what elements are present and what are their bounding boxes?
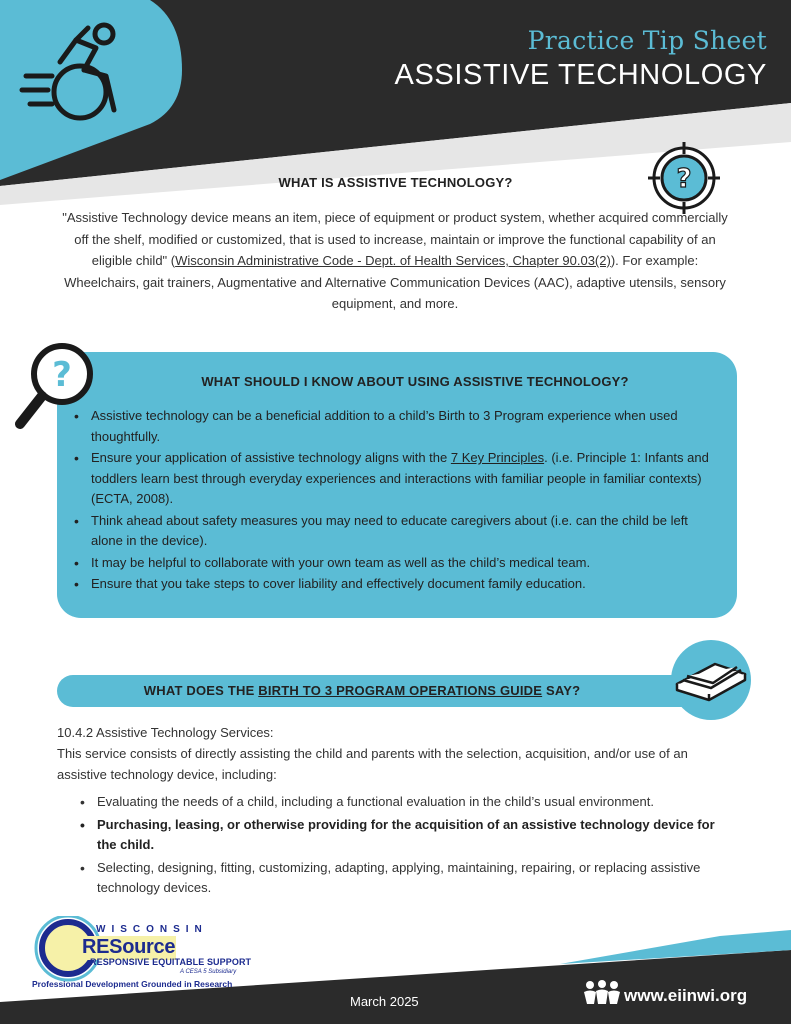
svg-text:?: ? — [52, 355, 72, 395]
heading-text: SAY? — [542, 683, 581, 698]
list-item: • Think ahead about safety measures you may need to educate caregivers about (i.e. can the child be left alone in the device). — [70, 511, 720, 552]
logo-subsidiary: A CESA 5 Subsidiary — [180, 969, 237, 975]
operations-guide-link[interactable]: BIRTH TO 3 PROGRAM OPERATIONS GUIDE — [258, 683, 543, 698]
section-operations-guide-heading — [57, 683, 667, 698]
header-title: ASSISTIVE TECHNOLOGY — [394, 59, 767, 91]
what-to-know-list — [70, 406, 720, 596]
section-what-to-know-heading: WHAT SHOULD I KNOW ABOUT USING ASSISTIVE TECHNOLOGY? — [201, 374, 629, 389]
operations-guide-intro — [57, 722, 737, 785]
wisconsin-code-link[interactable]: Wisconsin Administrative Code - Dept. of Health Services, Chapter 90.03(2) — [175, 253, 611, 268]
list-item-text: . (i.e. Principle 1: Infants and toddlers learn best through everyday experiences and interactions with familiar people in familiar contexts) (ECTA, 2008). — [91, 450, 709, 506]
logo-name: RESource — [82, 936, 176, 958]
website-link[interactable]: www.eiinwi.org — [624, 986, 748, 1005]
header-subtitle: Practice Tip Sheet — [527, 26, 767, 55]
logo-state: WISCONSIN — [96, 924, 208, 935]
operations-guide-list — [76, 792, 726, 901]
service-description: This service consists of directly assisting the child and parents with the selection, acquisition, and/or use of an assistive technology device, including: — [57, 746, 688, 782]
footer-date: March 2025 — [350, 994, 419, 1009]
header-title-block — [395, 26, 767, 92]
list-item: • Selecting, designing, fitting, customizing, adapting, applying, maintaining, repairing, or replacing assistive technology devices. — [76, 858, 726, 899]
section-what-is-body — [60, 207, 730, 315]
heading-text: WHAT DOES THE — [143, 683, 259, 698]
svg-text:?: ? — [676, 164, 692, 194]
list-item — [70, 448, 720, 510]
logo-motto: Professional Development Grounded in Research — [32, 979, 233, 989]
wheelchair-icon — [18, 18, 128, 128]
code-reference: 10.4.2 Assistive Technology Services: — [57, 725, 274, 740]
wisconsin-resource-logo — [30, 916, 290, 994]
list-item-text: Ensure your application of assistive technology aligns with the — [91, 450, 451, 465]
list-item: • It may be helpful to collaborate with your own team as well as the child’s medical team. — [70, 553, 720, 574]
definition-text: "Assistive Technology device means an item, piece of equipment or product system, whether acquired commercially off the shelf, modified or customized, that is used to increase, maintain or improve the functional capability of an eligible child" ( — [62, 210, 728, 268]
key-principles-link[interactable]: 7 Key Principles — [450, 450, 545, 465]
section-what-is-heading: WHAT IS ASSISTIVE TECHNOLOGY? — [278, 175, 513, 190]
list-item-emphasized: • Purchasing, leasing, or otherwise providing for the acquisition of an assistive technology device for the child. — [76, 815, 726, 856]
logo-tagline: RESPONSIVE EQUITABLE SUPPORT — [90, 957, 252, 967]
list-item: • Ensure that you take steps to cover liability and effectively document family education. — [70, 574, 720, 595]
open-book-icon — [663, 640, 755, 720]
definition-examples: ). For example: Wheelchairs, gait trainers, Augmentative and Alternative Communication Devices (AAC), adaptive utensils, sensory equipment, and more. — [64, 253, 726, 311]
list-item: • Assistive technology can be a beneficial addition to a child’s Birth to 3 Program experience when used thoughtfully. — [70, 406, 720, 447]
list-item: • Evaluating the needs of a child, including a functional evaluation in the child’s usual environment. — [76, 792, 726, 813]
people-icon — [583, 980, 621, 1006]
